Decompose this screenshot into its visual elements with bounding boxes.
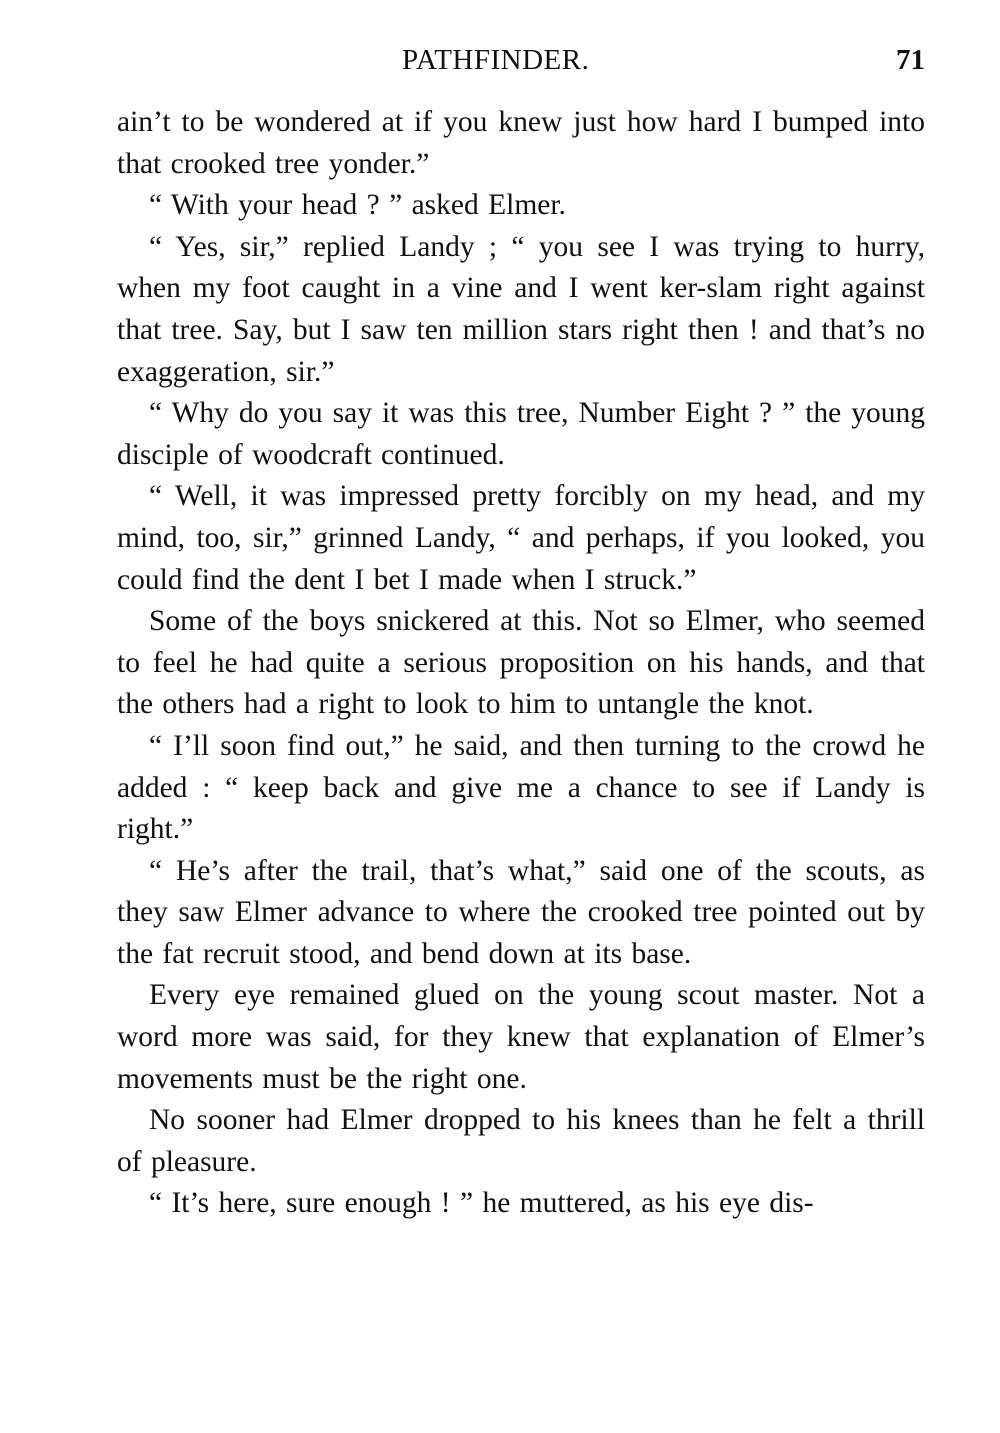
paragraph: “ I’ll soon find out,” he said, and then turning to the crowd he added : “ keep back and give me a chance to see if Landy is right.” <box>117 729 925 846</box>
page-number: 71 <box>896 44 925 76</box>
running-head: PATHFINDER. <box>402 44 590 76</box>
paragraph: “ Why do you say it was this tree, Number Eight ? ” the young disciple of woodcraft continued. <box>117 397 925 471</box>
paragraph: No sooner had Elmer dropped to his knees than he felt a thrill of pleasure. <box>117 1104 925 1178</box>
body-text <box>117 102 925 1225</box>
paragraph: Every eye remained glued on the young scout master. Not a word more was said, for they knew that explanation of Elmer’s movements must be the right one. <box>117 979 925 1095</box>
paragraph: “ It’s here, sure enough ! ” he muttered, as his eye dis- <box>149 1187 814 1220</box>
paragraph: “ With your head ? ” asked Elmer. <box>149 189 566 222</box>
paragraph: Some of the boys snickered at this. Not so Elmer, who seemed to feel he had quite a serious proposition on his hands, and that the others had a right to look to him to untangle the knot. <box>117 605 925 721</box>
paragraph: ain’t to be wondered at if you knew just how hard I bumped into that crooked tree yonder.” <box>117 106 925 180</box>
paragraph: “ Well, it was impressed pretty forcibly on my head, and my mind, too, sir,” grinned Landy, “ and perhaps, if you looked, you could find the dent I bet I made when I struck.” <box>117 480 925 596</box>
book-page <box>117 38 925 1225</box>
paragraph: “ He’s after the trail, that’s what,” said one of the scouts, as they saw Elmer advance to where the crooked tree pointed out by the fat recruit stood, and bend down at its base. <box>117 854 925 970</box>
page-header <box>117 38 925 88</box>
paragraph: “ Yes, sir,” replied Landy ; “ you see I was trying to hurry, when my foot caught in a vine and I went ker-slam right against that tree. Say, but I saw ten million stars right then ! and that’s no exaggeration, sir.” <box>117 230 925 388</box>
